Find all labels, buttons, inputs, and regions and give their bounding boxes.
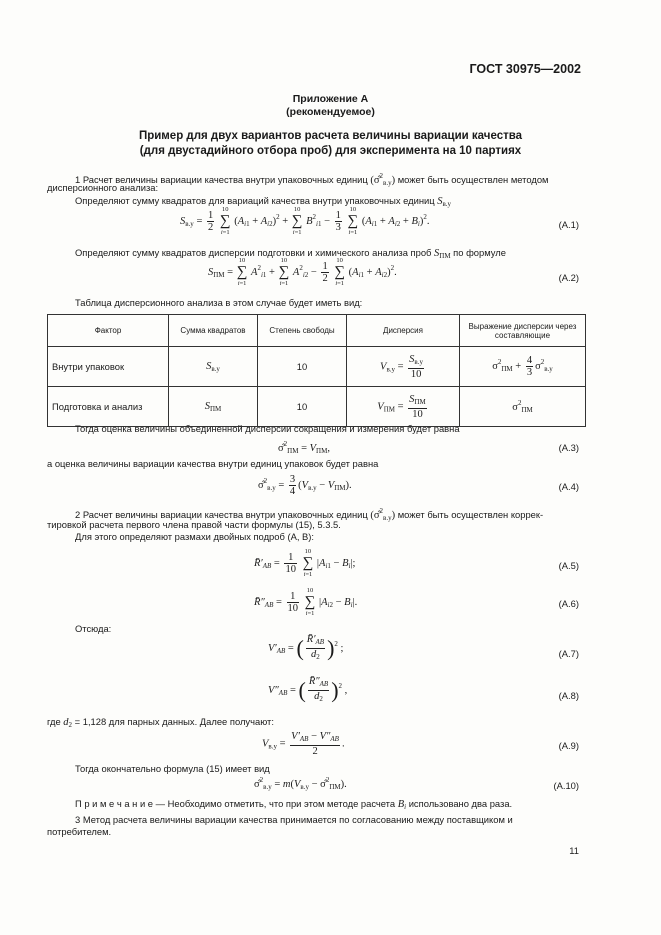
equation-a7: $V'_{AB}$ = ( $\frac{R̄'_{AB}}{d_2}$ )$^2$ ; [268,634,344,661]
equation-number: (А.5) [558,560,579,571]
equation-number: (А.8) [558,690,579,701]
equation-a8: $V''_{AB}$ = ( $\frac{R̄''_{AB}}{d_2}$ )$^2$ , [268,676,348,703]
paragraph-3: Определяют сумму квадратов дисперсии подготовки и химического анализа проб $S_{ПМ}$ по формуле [75,247,506,260]
paragraph-7-cont: тировкой расчета первого члена правой части формулы (15), 5.3.5. [47,519,341,530]
paragraph-7: 2 Расчет величины вариации качества внутри упаковочных единиц (σ̂$^2_{в.у}$) может быть осуществлен коррек- [75,507,544,522]
paragraph-4: Таблица дисперсионного анализа в этом случае будет иметь вид: [75,297,363,308]
equation-number: (А.2) [558,272,579,283]
appendix-title: Приложение А [292,93,369,105]
standard-number: ГОСТ 30975—2002 [469,62,581,76]
equation-number: (А.1) [558,219,579,230]
title-line-1: Пример для двух вариантов расчета величины вариации качества [138,130,523,142]
equation-a3: σ̂$^2_{ПМ}$ = $V_{ПМ}$, [278,440,330,455]
table-cell-var: $V_{в.у}$ = $\frac{S_{в.у}}{10}$ [347,347,460,387]
paragraph-9: Отсюда: [75,623,112,634]
equation-number: (А.4) [558,481,579,492]
table-header-row [48,315,586,347]
table-row [48,347,586,387]
table-cell-df: 10 [258,347,347,387]
paragraph-12: 3 Метод расчета величины вариации качества принимается по согласованию между поставщиком и [75,814,513,825]
table-cell-var: $V_{ПМ}$ = $\frac{S_{ПМ}}{10}$ [347,387,460,427]
table-cell-factor: Подготовка и анализ [48,387,169,427]
table-cell-expr: $\sigma^2_{ПМ}$ + $\frac{4}{3}$ $\sigma^2_{в.у}$ [460,347,586,387]
equation-a5: $R̄'_{AB}$ = $\frac{1}{10}$ 10 ∑ i=1 $|A_{i1} - B_i|$; [254,548,356,578]
equation-a1: $S_{в.у}$ = $\frac{1}{2}$ 10 ∑ i=1 $(A_{i1} + A_{i2})^2$ + 10 ∑ i=1 $B^2_{i1}$ − $\frac{1}{3}$ 10 ∑ i=1 $(A_{i1} + A_{i2} + B_i)^2$. [180,206,430,236]
title-line-2: (для двустадийного отбора проб) для эксперимента на 10 партиях [139,145,522,157]
table-header: Дисперсия [347,315,460,347]
table-header: Степень свободы [258,315,347,347]
equation-a2: $S_{ПМ}$ = 10 ∑ i=1 $A^2_{i1}$ + 10 ∑ i=1 $A^2_{i2}$ − $\frac{1}{2}$ 10 ∑ i=1 $(A_{i1} + A_{i2})^2$. [208,257,397,287]
equation-number: (А.9) [558,740,579,751]
paragraph-11: Тогда окончательно формула (15) имеет вид [75,763,270,774]
table-row [48,387,586,427]
table-cell-ss: $S_{ПМ}$ [169,387,258,427]
note: П р и м е ч а н и е — Необходимо отметить, что при этом методе расчета $B_i$ использовано два раза. [75,798,513,811]
anova-table [47,314,586,427]
table-cell-factor: Внутри упаковок [48,347,169,387]
equation-a10: σ̂$^2_{в.у}$ = $m(V_{в.у}$ − σ̂$^2_{ПМ}$). [254,776,347,791]
paragraph-8: Для этого определяют размахи двойных подроб (A, B): [75,531,315,542]
equation-a9: $V_{в.у}$ = $\frac{V'_{AB} - V''_{AB}}{2}$ . [262,731,345,757]
equation-number: (А.6) [558,598,579,609]
paragraph-12-cont: потребителем. [47,826,112,837]
paragraph-5: Тогда оценка величины объединенной дисперсии сокращения и измерения будет равна [75,423,460,434]
document-title [0,129,661,159]
table-cell-df: 10 [258,387,347,427]
appendix-status: (рекомендуемое) [286,106,375,118]
table-cell-expr: $\sigma^2_{ПМ}$ [460,387,586,427]
paragraph-10: где $d_2 = 1,128$ для парных данных. Далее получают: [47,716,274,729]
paragraph-6: а оценка величины вариации качества внутри единиц упаковок будет равна [47,458,379,469]
table-header: Выражение дисперсии через составляющие [460,315,586,347]
equation-a6: $R̄''_{AB}$ = $\frac{1}{10}$ 10 ∑ i=1 $|A_{i2} - B_i|$. [254,587,358,617]
paragraph-1-cont: дисперсионного анализа: [47,182,159,193]
paragraph-2: Определяют сумму квадратов для вариаций качества внутри упаковочных единиц $S_{в.у}$ [75,195,452,208]
equation-number: (А.3) [558,442,579,453]
equation-number: (А.10) [553,780,579,791]
table-header: Фактор [48,315,169,347]
equation-a4: σ̂$^2_{в.у}$ = $\frac{3}{4}$ $(V_{в.у} - V_{ПМ})$. [258,474,352,497]
table-header: Сумма квадратов [169,315,258,347]
equation-number: (А.7) [558,648,579,659]
paragraph-1: 1 Расчет величины вариации качества внутри упаковочных единиц (σ̂$^2_{в.у}$) может быть осуществлен методом [75,172,549,187]
page-number: 11 [569,845,579,856]
table-cell-ss: $S_{в.у}$ [169,347,258,387]
